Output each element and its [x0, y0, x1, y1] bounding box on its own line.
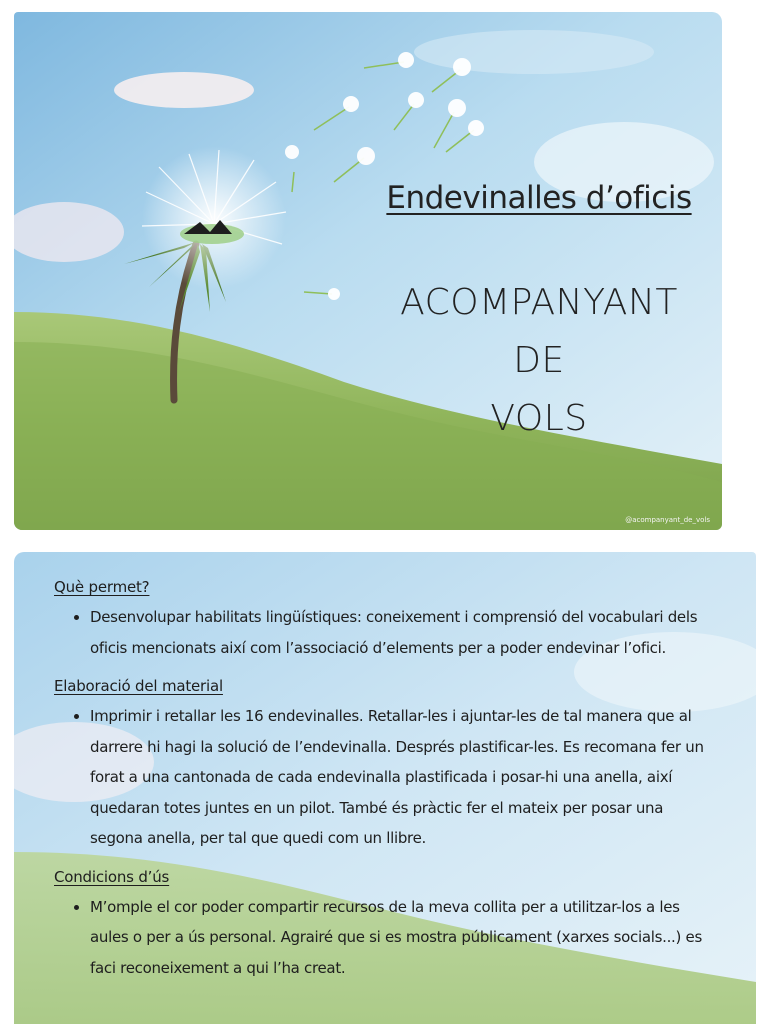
section-list [54, 602, 712, 663]
section-what-it-allows [54, 576, 712, 663]
dandelion-meadow-illustration [14, 12, 722, 530]
section-heading: Què permet? [54, 578, 150, 596]
cover-title: Endevinalles d’oficis [386, 180, 692, 216]
cover-card [14, 12, 722, 530]
section-terms-of-use [54, 866, 712, 984]
info-content [14, 552, 756, 1024]
section-heading: Condicions d’ús [54, 867, 170, 886]
list-item: • Desenvolupar habilitats lingüístiques: coneixement i comprensió del vocabulari dels oficis mencionats així com l’associació d’elements per a poder endevinar l’ofici. [90, 602, 712, 663]
section-list [54, 892, 712, 984]
cover-subtitle-line-1: ACOMPANYANT DE [400, 282, 678, 381]
section-material-preparation [54, 675, 712, 854]
list-item: • Imprimir i retallar les 16 endevinalles. Retallar-les i ajuntar-les de tal manera que al darrere hi hagi la solució de l’endevinalla. Després plastificar-les. Es recomana fer un forat a una cantonada de cada endevinalla plastificada i posar-hi una anella, així quedaran totes juntes en un pilot. També és pràctic fer el mateix per posar una segona anella, per tal que quedi com un llibre. [90, 701, 712, 854]
section-heading: Elaboració del material [54, 677, 223, 695]
section-list [54, 701, 712, 854]
cover-subtitle [374, 274, 704, 448]
cover-subtitle-line-2: VOLS [490, 398, 588, 439]
info-card [14, 552, 756, 1024]
list-item: • M’omple el cor poder compartir recursos de la meva collita per a utilitzar-los a les aules o per a ús personal. Agrairé que si es mostra públicament (xarxes socials...) es faci reconeixement a qui l’ha creat. [90, 892, 712, 984]
watermark: @acompanyant_de_vols [625, 516, 710, 524]
